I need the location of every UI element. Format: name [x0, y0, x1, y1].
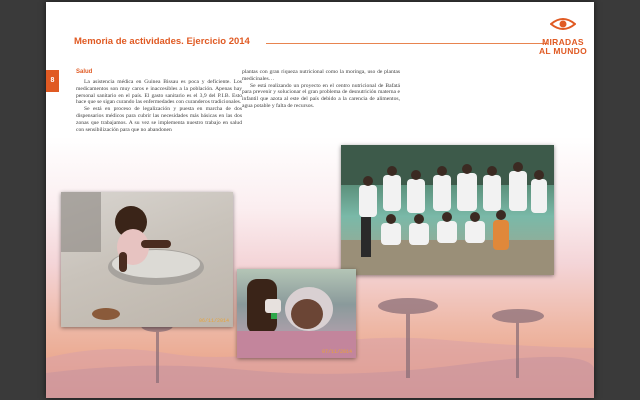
photo-date-stamp: 06/11/2014: [198, 318, 229, 324]
paragraph: plantas con gran riqueza nutricional como la moringa, uso de plantas medicinales…: [242, 69, 400, 82]
infant-image: [237, 269, 356, 358]
infant-photo: [237, 269, 356, 358]
section-heading: Salud: [76, 69, 93, 75]
group-photo: [341, 145, 554, 275]
group-people-image: [341, 145, 554, 275]
page-title: Memoria de actividades. Ejercicio 2014: [74, 36, 250, 47]
logo-text-line1: MIRADAS: [542, 37, 584, 47]
text-column-right: [242, 69, 400, 110]
paragraph: La asistencia médica en Guinea Bissau es poca y deficiente. Los medicamentos son muy caros e inaccesibles a la población. Apenas hay personal sanitario en el país. El gasto sanitario es el 3,9 del P.I.B. Esto hace que se sigan curando las enfermedades con curanderos tradicionales.: [76, 79, 242, 106]
document-page: [46, 2, 594, 398]
organization-logo: [536, 16, 590, 56]
child-on-scale-photo: [61, 192, 233, 327]
paragraph: Se está en proceso de legalización y puesta en marcha de dos dispensarios médicos para cubrir las necesidades más básicas en las dos zonas que trabajamos. A su vez se implementa nuestro trabajo en salud con sensibilización para que no abandonen: [76, 106, 242, 133]
header-divider: [266, 43, 548, 44]
paragraph: Se está realizando un proyecto en el centro nutricional de Bafatá para prevenir y solucionar el gran problema de desnutrición materna e infantil que azota al este del país debido a la carencia de alimentos, agua potable y falta de recursos.: [242, 82, 400, 109]
child-scale-image: [61, 192, 233, 327]
photo-date-stamp: 07/11/2014: [321, 349, 352, 355]
page-number: 8: [46, 70, 59, 92]
eye-logo-icon: [550, 16, 576, 32]
logo-text-line2: AL MUNDO: [538, 46, 588, 56]
text-column-left: [76, 79, 242, 133]
